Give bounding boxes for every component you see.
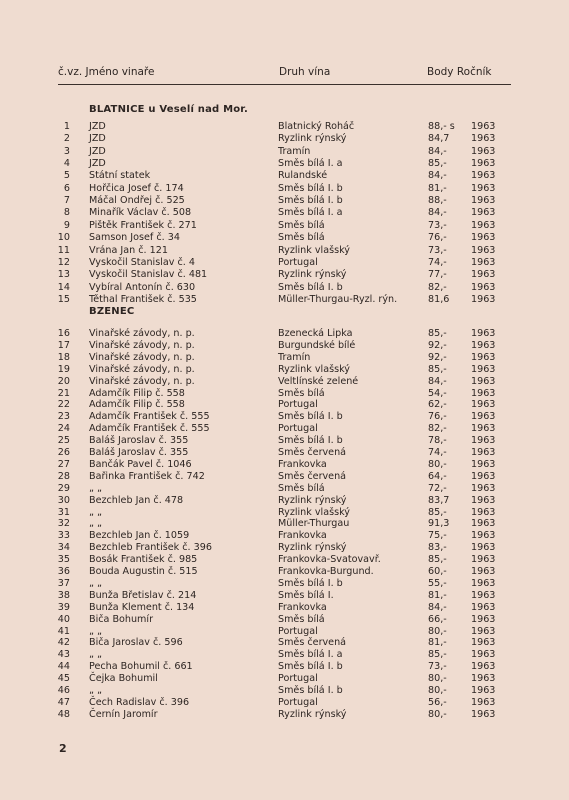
grower-name: Minařík Václav č. 508 [89,207,192,219]
sample-number: 34 [57,542,70,554]
wine-type: Směs červená [278,637,347,649]
grower-name: Černín Jaromír [89,708,158,720]
table-row [0,637,569,649]
table-row [0,626,569,638]
grower-name: Máčal Ondřej č. 525 [89,195,185,207]
points: 64,- [428,470,447,482]
vintage-year: 1963 [471,293,496,305]
vintage-year: 1963 [471,195,496,207]
grower-name: Vinařské závody, n. p. [89,363,195,375]
grower-name: Vybíral Antonín č. 630 [89,281,196,293]
vintage-year: 1963 [471,518,496,530]
table-row [0,170,569,182]
wine-type: Směs červená [278,447,347,458]
header-wine-type: Druh vína [279,66,331,78]
vintage-year: 1963 [471,577,496,589]
wine-type: Směs bílá I. a [278,207,343,219]
wine-type: Portugal [278,423,318,435]
points: 73,- [428,244,447,256]
points: 74,- [428,447,447,458]
sample-number: 6 [63,182,70,194]
grower-name: JZD [89,145,106,157]
table-row [0,364,569,376]
wine-type: Směs bílá [278,613,325,625]
points: 82,- [428,423,447,435]
sample-number: 14 [57,281,70,293]
vintage-year: 1963 [471,207,496,219]
points: 84,7 [428,133,450,145]
sample-number: 21 [57,387,70,399]
vintage-year: 1963 [471,554,496,566]
points: 73,- [428,661,447,673]
grower-name: Bezchleb Jan č. 478 [89,494,184,506]
sample-number: 48 [57,708,70,720]
table-row [0,435,569,447]
table-row [0,158,569,170]
sample-number: 44 [57,661,70,673]
sample-number: 17 [57,339,70,351]
points: 66,- [428,613,447,625]
points: 80,- [428,625,447,637]
points: 76,- [428,232,447,244]
points: 88,- s [428,121,455,132]
vintage-year: 1963 [471,269,496,281]
points: 84,- [428,375,447,387]
sample-number: 28 [57,470,70,482]
sample-number: 7 [63,195,70,207]
table-row [0,423,569,435]
grower-name: Vinařské závody, n. p. [89,351,195,363]
table-row [0,340,569,352]
sample-number: 25 [57,435,70,447]
wine-type: Bzenecká Lipka [278,328,353,339]
wine-type: Směs červená [278,470,347,482]
wine-type: Frankovka [278,601,327,613]
vintage-year: 1963 [471,387,496,399]
sample-number: 33 [57,530,70,542]
section-title-bzenec: BZENEC [89,306,135,317]
points: 80,- [428,685,447,696]
grower-name: Biča Jaroslav č. 596 [89,637,183,649]
points: 85,- [428,363,447,375]
sample-number: 16 [57,328,70,339]
sample-number: 11 [57,244,70,256]
grower-name: Biča Bohumír [89,613,154,625]
wine-type: Směs bílá I. b [278,411,343,423]
wine-type: Blatnický Roháč [278,121,355,132]
vintage-year: 1963 [471,256,496,268]
grower-name: Hořčica Josef č. 174 [89,182,184,194]
vintage-year: 1963 [471,435,496,447]
vintage-year: 1963 [471,482,496,494]
vintage-year: 1963 [471,673,496,685]
vintage-year: 1963 [471,637,496,649]
points: 76,- [428,411,447,423]
vintage-year: 1963 [471,447,496,458]
wine-type: Směs bílá I. b [278,685,343,696]
grower-name: Vinařské závody, n. p. [89,328,195,339]
wine-type: Tramín [278,351,311,363]
grower-name: „ „ [89,685,102,696]
table-row [0,220,569,232]
table-row [0,602,569,614]
wine-type: Směs bílá [278,232,325,244]
points: 85,- [428,158,447,170]
grower-name: Vinařské závody, n. p. [89,375,195,387]
wine-type: Portugal [278,256,318,268]
table-row [0,483,569,495]
grower-name: Bezchleb František č. 396 [89,542,212,554]
wine-type: Směs bílá I. b [278,661,343,673]
table-row [0,661,569,673]
wine-type: Směs bílá [278,482,325,494]
sample-number: 4 [63,158,70,170]
table-row [0,245,569,257]
vintage-year: 1963 [471,219,496,231]
vintage-year: 1963 [471,133,496,145]
table-row [0,232,569,244]
wine-type: Směs bílá I. [278,589,334,601]
vintage-year: 1963 [471,589,496,601]
vintage-year: 1963 [471,170,496,182]
wine-type: Burgundské bílé [278,339,356,351]
wine-type: Ryzlink rýnský [278,133,347,145]
points: 54,- [428,387,447,399]
table-row [0,578,569,590]
points: 80,- [428,708,447,720]
vintage-year: 1963 [471,399,496,411]
points: 60,- [428,566,447,577]
grower-name: Vyskočil Stanislav č. 481 [89,269,208,281]
points: 85,- [428,328,447,339]
sample-number: 39 [57,601,70,613]
grower-name: Baláš Jaroslav č. 355 [89,435,189,447]
table-row [0,649,569,661]
sample-number: 36 [57,566,70,577]
sample-number: 22 [57,399,70,411]
grower-name: JZD [89,133,106,145]
grower-name: Bosák František č. 985 [89,554,198,566]
vintage-year: 1963 [471,613,496,625]
grower-name: Čejka Bohumil [89,673,158,685]
wine-type: Směs bílá I. b [278,195,343,207]
sample-number: 9 [63,219,70,231]
vintage-year: 1963 [471,339,496,351]
sample-number: 31 [57,506,70,518]
grower-name: „ „ [89,518,102,530]
points: 62,- [428,399,447,411]
grower-name: Bezchleb Jan č. 1059 [89,530,190,542]
wine-type: Ryzlink vlašský [278,363,350,375]
points: 83,7 [428,494,450,506]
grower-name: Státní statek [89,170,151,182]
grower-name: Bařinka František č. 742 [89,470,205,482]
table-row [0,709,569,721]
wine-type: Müller-Thurgau [278,518,350,530]
sample-number: 47 [57,696,70,708]
vintage-year: 1963 [471,244,496,256]
sample-number: 38 [57,589,70,601]
points: 84,- [428,207,447,219]
wine-type: Portugal [278,399,318,411]
table-row [0,121,569,133]
vintage-year: 1963 [471,566,496,577]
sample-number: 46 [57,685,70,696]
wine-type: Ryzlink rýnský [278,494,347,506]
vintage-year: 1963 [471,625,496,637]
wine-type: Portugal [278,696,318,708]
vintage-year: 1963 [471,530,496,542]
vintage-year: 1963 [471,232,496,244]
wine-type: Ryzlink rýnský [278,542,347,554]
points: 92,- [428,339,447,351]
grower-name: JZD [89,121,106,132]
table-row [0,183,569,195]
table-row [0,507,569,519]
sample-number: 5 [63,170,70,182]
sample-number: 12 [57,256,70,268]
vintage-year: 1963 [471,601,496,613]
vintage-year: 1963 [471,542,496,554]
sample-number: 32 [57,518,70,530]
sample-number: 19 [57,363,70,375]
wine-type: Frankovka [278,458,327,470]
wine-type: Směs bílá I. b [278,182,343,194]
sample-number: 10 [57,232,70,244]
wine-type: Frankovka-Svatovavř. [278,554,381,566]
wine-type: Rulandské [278,170,328,182]
points: 81,- [428,182,447,194]
table-row [0,282,569,294]
table-row [0,459,569,471]
table-row [0,133,569,145]
points: 55,- [428,577,447,589]
sample-number: 42 [57,637,70,649]
grower-name: Pištěk František č. 271 [89,219,197,231]
grower-name: „ „ [89,625,102,637]
points: 56,- [428,696,447,708]
points: 73,- [428,219,447,231]
vintage-year: 1963 [471,649,496,661]
table-row [0,294,569,306]
sample-number: 41 [57,625,70,637]
wine-type: Veltlínské zelené [278,375,359,387]
points: 82,- [428,281,447,293]
table-row [0,614,569,626]
vintage-year: 1963 [471,661,496,673]
sample-number: 3 [63,145,70,157]
wine-type: Směs bílá I. b [278,281,343,293]
points: 84,- [428,170,447,182]
points: 72,- [428,482,447,494]
sample-number: 43 [57,649,70,661]
wine-type: Směs bílá I. a [278,158,343,170]
sample-number: 15 [57,293,70,305]
vintage-year: 1963 [471,328,496,339]
table-row [0,566,569,578]
wine-type: Ryzlink rýnský [278,708,347,720]
sample-number: 2 [63,133,70,145]
table-row [0,471,569,483]
table-row [0,388,569,400]
sample-number: 23 [57,411,70,423]
points: 77,- [428,269,447,281]
table-row [0,554,569,566]
table-row [0,518,569,530]
points: 85,- [428,554,447,566]
table-row [0,257,569,269]
vintage-year: 1963 [471,411,496,423]
sample-number: 18 [57,351,70,363]
grower-name: Bančák Pavel č. 1046 [89,458,192,470]
wine-type: Müller-Thurgau-Ryzl. rýn. [278,293,398,305]
sample-number: 37 [57,577,70,589]
table-row [0,269,569,281]
grower-name: Bouda Augustin č. 515 [89,566,198,577]
vintage-year: 1963 [471,506,496,518]
table-row [0,697,569,709]
sample-number: 24 [57,423,70,435]
grower-name: Adamčík Filip č. 558 [89,387,185,399]
header-sample-no-grower: č.vz. Jméno vinaře [58,66,155,78]
vintage-year: 1963 [471,375,496,387]
wine-type: Portugal [278,673,318,685]
vintage-year: 1963 [471,458,496,470]
table-row [0,590,569,602]
grower-name: Adamčík František č. 555 [89,423,210,435]
points: 80,- [428,673,447,685]
wine-type: Ryzlink vlašský [278,244,350,256]
vintage-year: 1963 [471,494,496,506]
vintage-year: 1963 [471,423,496,435]
points: 92,- [428,351,447,363]
points: 83,- [428,542,447,554]
points: 81,- [428,589,447,601]
grower-name: „ „ [89,649,102,661]
grower-name: Pecha Bohumil č. 661 [89,661,193,673]
table-row [0,495,569,507]
vintage-year: 1963 [471,351,496,363]
table-row [0,411,569,423]
vintage-year: 1963 [471,121,496,132]
wine-type: Směs bílá [278,387,325,399]
grower-name: Adamčík Filip č. 558 [89,399,185,411]
vintage-year: 1963 [471,470,496,482]
header-points-year: Body Ročník [427,66,492,78]
grower-name: Samson Josef č. 34 [89,232,180,244]
grower-name: „ „ [89,577,102,589]
wine-type: Směs bílá I. a [278,649,343,661]
points: 80,- [428,458,447,470]
points: 85,- [428,506,447,518]
wine-type: Ryzlink rýnský [278,269,347,281]
points: 85,- [428,649,447,661]
wine-type: Frankovka-Burgund. [278,566,374,577]
sample-number: 8 [63,207,70,219]
sample-number: 45 [57,673,70,685]
table-row [0,685,569,697]
sample-number: 1 [63,121,70,132]
wine-type: Ryzlink vlašský [278,506,350,518]
section-title-blatnice: BLATNICE u Veselí nad Mor. [89,104,248,115]
sample-number: 40 [57,613,70,625]
wine-type: Směs bílá I. b [278,577,343,589]
grower-name: Bunža Klement č. 134 [89,601,195,613]
sample-number: 20 [57,375,70,387]
table-row [0,146,569,158]
wine-type: Frankovka [278,530,327,542]
wine-type: Portugal [278,625,318,637]
points: 81,- [428,637,447,649]
grower-name: Vinařské závody, n. p. [89,339,195,351]
wine-type: Směs bílá [278,219,325,231]
points: 88,- [428,195,447,207]
vintage-year: 1963 [471,281,496,293]
vintage-year: 1963 [471,708,496,720]
sample-number: 13 [57,269,70,281]
table-row [0,530,569,542]
points: 84,- [428,601,447,613]
wine-type: Tramín [278,145,311,157]
table-row [0,376,569,388]
table-row [0,447,569,459]
wine-type: Směs bílá I. b [278,435,343,447]
page-number: 2 [59,742,67,755]
table-row [0,195,569,207]
grower-name: Těthal František č. 535 [89,293,197,305]
sample-number: 26 [57,447,70,458]
table-row [0,542,569,554]
grower-name: JZD [89,158,106,170]
points: 78,- [428,435,447,447]
vintage-year: 1963 [471,696,496,708]
vintage-year: 1963 [471,158,496,170]
grower-name: Baláš Jaroslav č. 355 [89,447,189,458]
grower-name: Vyskočil Stanislav č. 4 [89,256,195,268]
vintage-year: 1963 [471,685,496,696]
table-row [0,399,569,411]
grower-name: Bunža Břetislav č. 214 [89,589,197,601]
points: 91,3 [428,518,450,530]
table-row [0,328,569,340]
points: 84,- [428,145,447,157]
sample-number: 29 [57,482,70,494]
table-row [0,207,569,219]
sample-number: 35 [57,554,70,566]
sample-number: 30 [57,494,70,506]
vintage-year: 1963 [471,363,496,375]
points: 74,- [428,256,447,268]
grower-name: Adamčík František č. 555 [89,411,210,423]
vintage-year: 1963 [471,145,496,157]
points: 81,6 [428,293,450,305]
sample-number: 27 [57,458,70,470]
grower-name: Vrána Jan č. 121 [89,244,168,256]
vintage-year: 1963 [471,182,496,194]
grower-name: „ „ [89,482,102,494]
grower-name: Čech Radislav č. 396 [89,696,190,708]
table-row [0,673,569,685]
points: 75,- [428,530,447,542]
table-row [0,352,569,364]
grower-name: „ „ [89,506,102,518]
